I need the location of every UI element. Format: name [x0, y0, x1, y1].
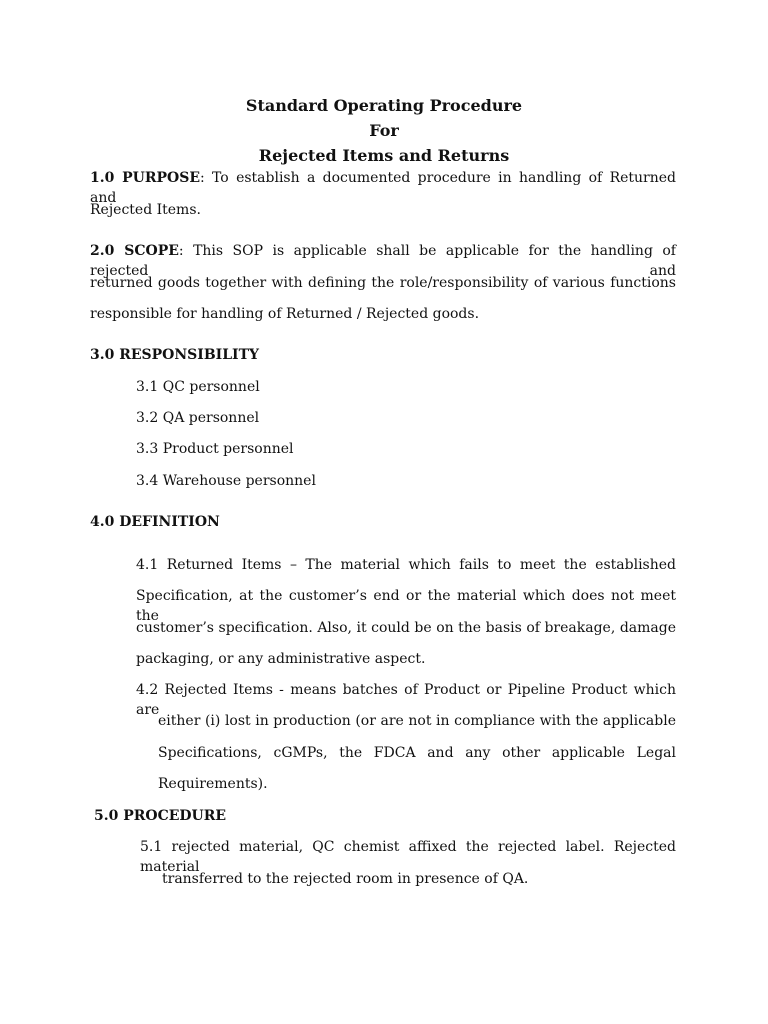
responsibility-item: 3.3 Product personnel [136, 441, 294, 457]
definition-returned-line-2: Specification, at the customer’s end or the material which does not meet the [136, 588, 676, 624]
procedure-heading: 5.0 PROCEDURE [94, 808, 227, 824]
definition-returned-line-3: customer’s specification. Also, it could be on the basis of breakage, damage [136, 620, 676, 636]
scope-line-2: returned goods together with defining the role/responsibility of various functions [90, 275, 676, 291]
definition-rejected-line-3: Specifications, cGMPs, the FDCA and any other applicable Legal [158, 745, 676, 761]
definition-rejected-line-2: either (i) lost in production (or are not in compliance with the applicable [158, 713, 676, 729]
document-title-line-3: Rejected Items and Returns [258, 146, 510, 165]
purpose-label: 1.0 PURPOSE [90, 170, 200, 186]
scope-text-1: : This SOP is applicable shall be applicable for the handling of rejected and [90, 243, 676, 279]
purpose-line-2: Rejected Items. [90, 202, 201, 218]
definition-heading: 4.0 DEFINITION [90, 514, 220, 530]
responsibility-item: 3.2 QA personnel [136, 410, 260, 426]
responsibility-item: 3.1 QC personnel [136, 379, 260, 395]
definition-rejected-line-1: 4.2 Rejected Items - means batches of Product or Pipeline Product which are [136, 682, 676, 718]
responsibility-heading: 3.0 RESPONSIBILITY [90, 347, 260, 363]
document-title-line-2: For [369, 121, 399, 140]
definition-rejected-line-4: Requirements). [158, 776, 268, 792]
scope-label: 2.0 SCOPE [90, 243, 179, 259]
document-title-line-1: Standard Operating Procedure [245, 96, 523, 115]
responsibility-item: 3.4 Warehouse personnel [136, 473, 316, 489]
procedure-step-line-1: 5.1 rejected material, QC chemist affixed the rejected label. Rejected material [140, 839, 676, 875]
procedure-step-line-2: transferred to the rejected room in presence of QA. [162, 871, 529, 887]
scope-line-3: responsible for handling of Returned / Rejected goods. [90, 306, 480, 322]
definition-returned-line-1: 4.1 Returned Items – The material which fails to meet the established [136, 557, 676, 573]
definition-returned-line-4: packaging, or any administrative aspect. [136, 651, 426, 667]
purpose-text-1: : To establish a documented procedure in handling of Returned and [90, 170, 676, 206]
